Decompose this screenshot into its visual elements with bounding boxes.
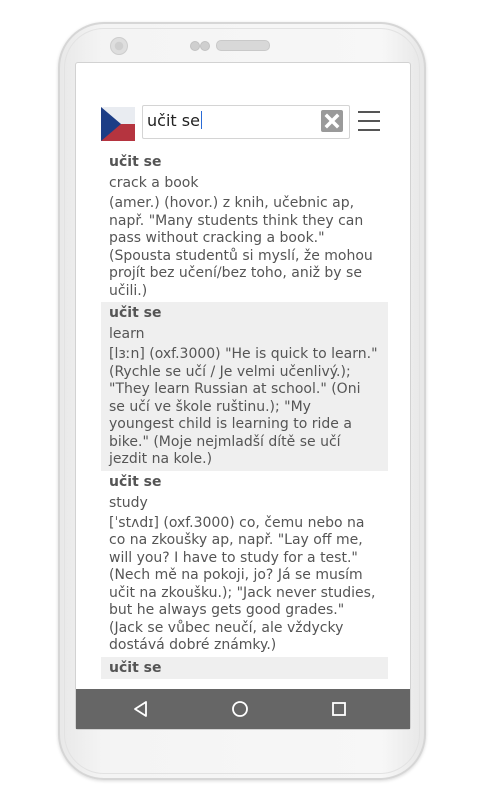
earpiece-speaker [216, 40, 270, 51]
result-headword: učit se [109, 473, 162, 490]
result-headword: učit se [109, 154, 162, 170]
result-translation: study [109, 494, 148, 511]
result-description: (amer.) (hovor.) z knih, učebnic ap, např. "Many students think they can pass without cracking a book." (Spousta studentů si myslí, že mohou projít bez učení/bez toho, aniž by se učili.) [109, 195, 373, 299]
search-bar-row [76, 103, 410, 145]
result-headword: učit se [109, 305, 162, 321]
czech-flag-icon[interactable] [101, 107, 135, 141]
list-item[interactable] [101, 151, 388, 302]
light-sensor [200, 41, 210, 51]
back-triangle-icon[interactable] [129, 697, 153, 721]
result-description: [ˈstʌdɪ] (oxf.3000) co, čemu nebo na co na zkoušky ap, např. "Lay off me, will you? I have to study for a test." (Nech mě na pokoji, jo? Já se musím učit na zkoušku.); "Jack never studies, but he always gets good grades." (Jack se vůbec neučí, ale vždycky dostává dobré známky.) [109, 514, 376, 653]
android-nav-bar [76, 689, 410, 729]
list-item[interactable] [101, 302, 388, 471]
list-item[interactable] [101, 657, 388, 679]
clear-icon[interactable] [321, 110, 343, 132]
app-screen [75, 62, 411, 730]
results-list[interactable] [101, 151, 388, 676]
hamburger-menu-icon[interactable] [358, 111, 380, 133]
home-circle-icon[interactable] [228, 697, 252, 721]
result-translation: learn [109, 326, 145, 342]
list-item[interactable] [101, 471, 388, 657]
result-translation: crack a book [109, 175, 199, 191]
proximity-sensor [190, 41, 200, 51]
front-camera [110, 37, 128, 55]
search-input-value: učit se [147, 111, 200, 130]
recents-square-icon[interactable] [327, 697, 351, 721]
search-input[interactable] [142, 105, 350, 139]
result-description: [lɜːn] (oxf.3000) "He is quick to learn." (Rychle se učí / Je velmi učenlivý.); "They learn Russian at school." (Oni se učí ve škole ruštinu.); "My youngest child is learning to ride a bike." (Moje nejmladší dítě se učí jezdit na kole.) [109, 346, 378, 467]
result-headword: učit se [109, 659, 162, 676]
text-caret [201, 111, 202, 129]
